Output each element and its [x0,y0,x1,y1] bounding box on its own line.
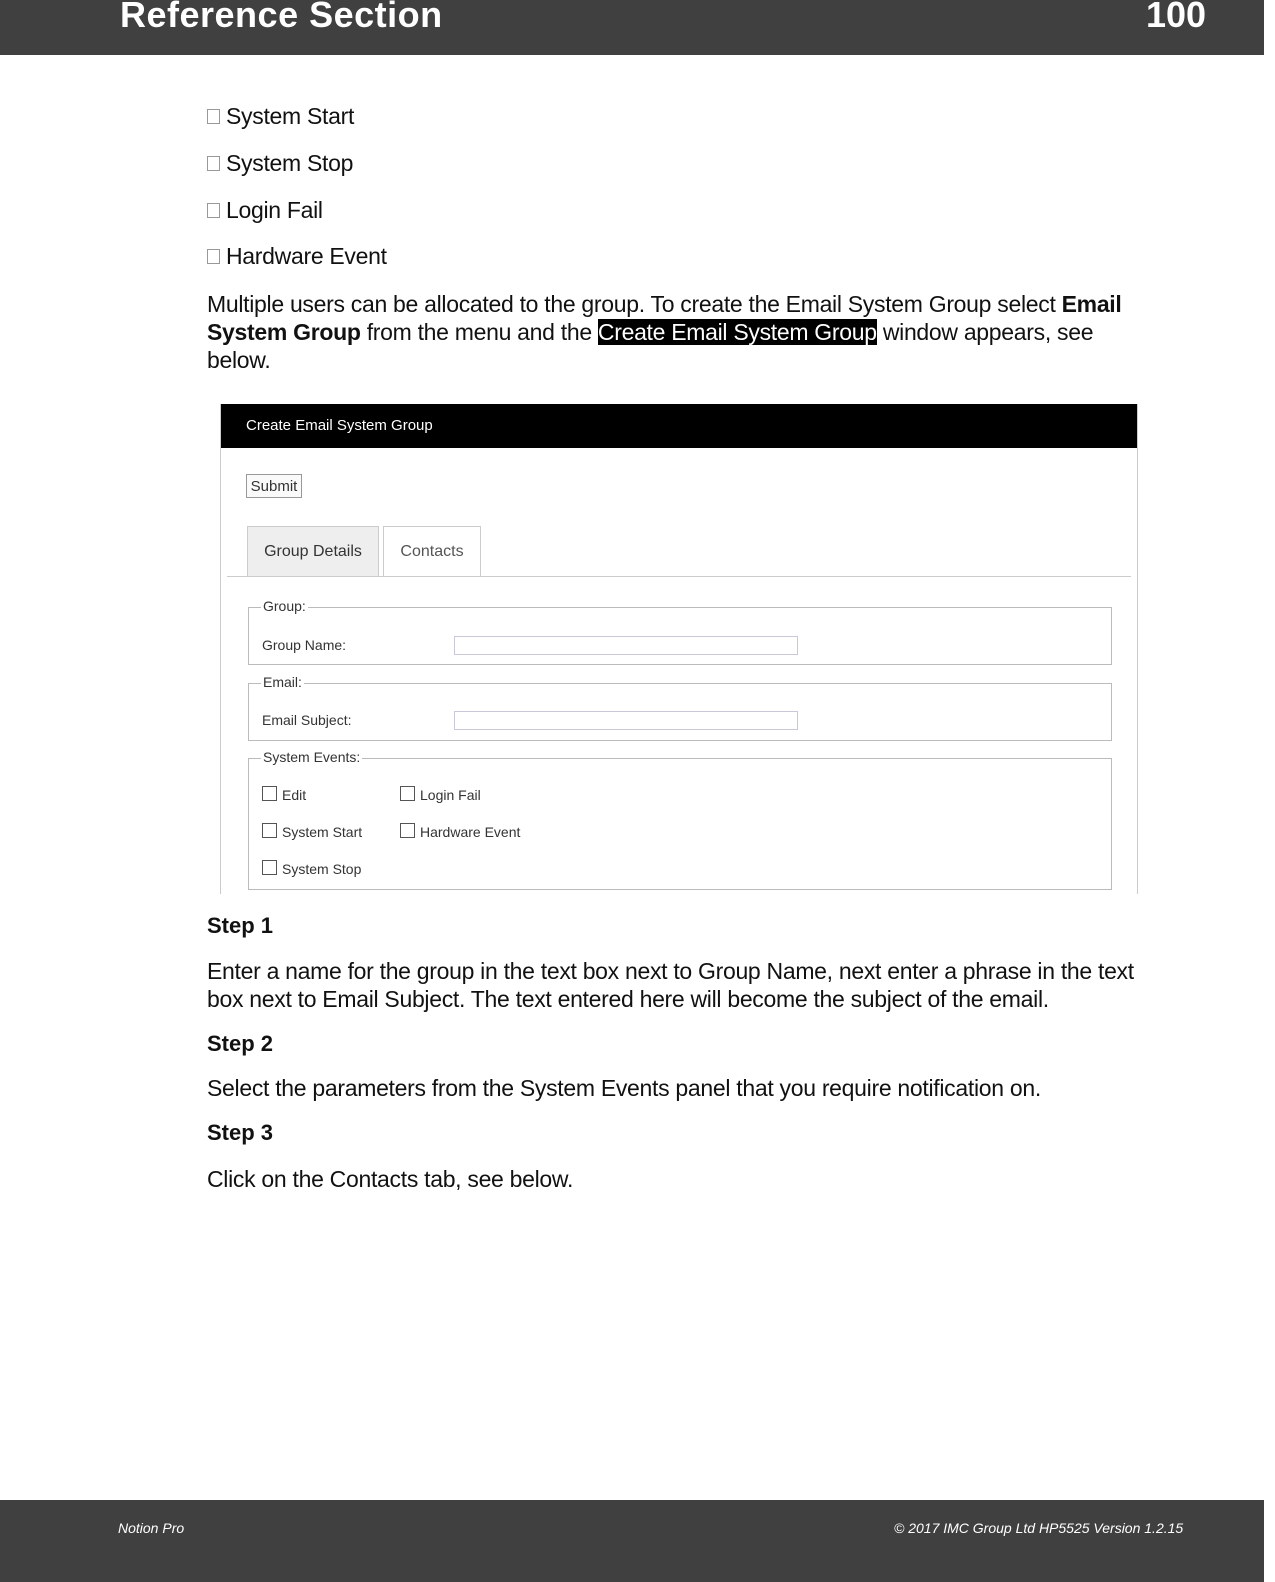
email-fieldset [248,674,1112,741]
bullet-box-icon [207,249,220,264]
window-name-highlight: Create Email System Group [597,319,877,345]
bullet-box-icon [207,156,220,171]
header-bar [0,0,1264,55]
list-item: System Stop [207,150,353,177]
system-events-fieldset [248,749,1112,890]
checkbox-hardware-event[interactable]: Hardware Event [400,823,520,840]
checkbox-icon[interactable] [262,786,277,801]
email-subject-label: Email Subject: [262,712,352,728]
submit-button[interactable]: Submit [246,474,302,498]
step-text: Click on the Contacts tab, see below. [207,1166,574,1192]
checkbox-system-start[interactable]: System Start [262,823,362,840]
events-legend: System Events: [263,749,361,765]
dialog-screenshot [220,404,1138,894]
group-name-label: Group Name: [262,637,347,653]
step-heading: Step 3 [207,1120,274,1145]
email-subject-input[interactable] [454,711,798,730]
section-title: Reference Section [120,0,443,35]
footer-product: Notion Pro [118,1520,185,1536]
tab-group-details[interactable]: Group Details [247,526,379,577]
group-name-input[interactable] [454,636,798,655]
intro-paragraph: Multiple users can be allocated to the group. To create the Email System Group select Email System Group from the menu and the Create Email System Group window appears, see below. [207,291,1122,373]
email-legend: Email: [263,674,302,690]
step-heading: Step 1 [207,913,274,938]
step-heading: Step 2 [207,1031,274,1056]
dialog-titlebar [221,404,1137,448]
checkbox-icon[interactable] [400,823,415,838]
footer-copyright: © 2017 IMC Group Ltd HP5525 Version 1.2.15 [894,1520,1184,1536]
checkbox-system-stop[interactable]: System Stop [262,860,361,877]
footer-bar [0,1500,1264,1582]
checkbox-login-fail[interactable]: Login Fail [400,786,481,803]
group-legend: Group: [263,598,306,614]
tab-divider [227,576,1131,577]
checkbox-icon[interactable] [262,860,277,875]
page-number: 100 [1146,0,1207,35]
step-text: Enter a name for the group in the text box next to Group Name, next enter a phrase in the text box next to Email Subject. The text entered here will become the subject of the email. [207,958,1134,1012]
list-item: Hardware Event [207,243,387,270]
bullet-box-icon [207,203,220,218]
dialog-title: Create Email System Group [246,417,433,434]
bullet-box-icon [207,109,220,124]
group-fieldset [248,598,1112,665]
checkbox-icon[interactable] [400,786,415,801]
list-item: System Start [207,103,354,130]
step-text: Select the parameters from the System Events panel that you require notification on. [207,1075,1041,1101]
tab-contacts[interactable]: Contacts [383,526,481,577]
list-item: Login Fail [207,197,323,224]
checkbox-icon[interactable] [262,823,277,838]
checkbox-edit[interactable]: Edit [262,786,306,803]
